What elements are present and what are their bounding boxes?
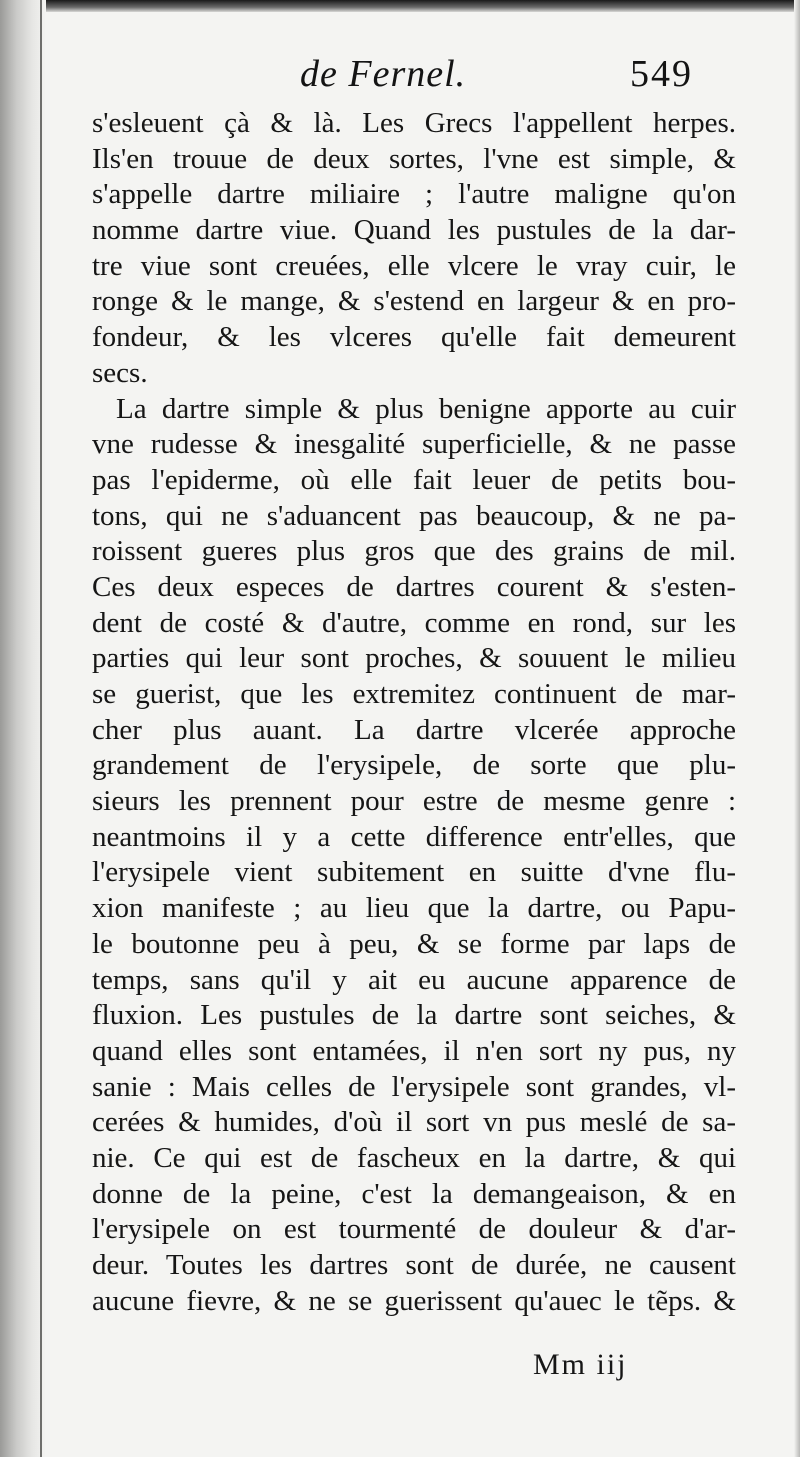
paragraph-1 <box>92 106 736 392</box>
text-line: sieurs les prennent pour estre de mesme genre : <box>92 785 736 818</box>
text-line: parties qui leur sont proches, & souuent le milieu <box>92 642 736 675</box>
text-line: roissent gueres plus gros que des grains de mil. <box>92 535 736 568</box>
text-line: grandement de l'erysipele, de sorte que plu- <box>92 749 736 782</box>
text-line: tons, qui ne s'aduancent pas beaucoup, & ne pa- <box>92 499 736 532</box>
text-line: secs. <box>92 356 148 389</box>
text-line: xion manifeste ; au lieu que la dartre, ou Papu- <box>92 892 736 925</box>
page-number: 549 <box>630 53 693 95</box>
text-line: l'erysipele vient subitement en suitte d'vne flu- <box>92 856 736 889</box>
text-line: quand elles sont entamées, il n'en sort ny pus, ny <box>92 1034 736 1067</box>
page-right-edge <box>794 0 800 1457</box>
paragraph-2 <box>92 392 736 1320</box>
text-line: ronge & le mange, & s'estend en largeur & en pro- <box>92 285 736 318</box>
body-text <box>92 106 736 1319</box>
text-line: aucune fievre, & ne se guerissent qu'auec le tẽps. & <box>92 1284 736 1317</box>
text-line: Ils'en trouue de deux sortes, l'vne est simple, & <box>92 142 736 175</box>
text-line: le boutonne peu à peu, & se forme par laps de <box>92 927 736 960</box>
text-line: neantmoins il y a cette difference entr'elles, que <box>92 820 736 853</box>
signature-mark: Mm iij <box>533 1348 628 1381</box>
text-line: pas l'epiderme, où elle fait leuer de petits bou- <box>92 463 736 496</box>
text-line: vne rudesse & inesgalité superficielle, & ne passe <box>92 428 736 461</box>
text-line: nomme dartre viue. Quand les pustules de la dar- <box>92 214 736 247</box>
text-line: l'erysipele on est tourmenté de douleur & d'ar- <box>92 1213 736 1246</box>
running-title: de Fernel. <box>300 53 467 95</box>
text-line: s'appelle dartre miliaire ; l'autre maligne qu'on <box>92 178 736 211</box>
text-line: sanie : Mais celles de l'erysipele sont grandes, vl- <box>92 1070 736 1103</box>
text-line: se guerist, que les extremitez continuent de mar- <box>92 678 736 710</box>
text-line: donne de la peine, c'est la demangeaison, & en <box>92 1177 736 1210</box>
text-line: fondeur, & les vlceres qu'elle fait demeurent <box>92 321 736 354</box>
text-line: nie. Ce qui est de fascheux en la dartre, & qui <box>92 1141 736 1174</box>
text-line: dent de costé & d'autre, comme en rond, sur les <box>92 606 736 639</box>
text-line: tre viue sont creuées, elle vlcere le vray cuir, le <box>92 249 736 282</box>
text-line: deur. Toutes les dartres sont de durée, ne causent <box>92 1249 736 1281</box>
text-line: cher plus auant. La dartre vlcerée approche <box>92 713 736 746</box>
text-line: La dartre simple & plus benigne apporte au cuir <box>116 392 736 425</box>
text-line: fluxion. Les pustules de la dartre sont seiches, & <box>92 999 736 1032</box>
gutter-line <box>40 0 42 1457</box>
text-line: s'esleuent çà & là. Les Grecs l'appellent herpes. <box>92 107 736 139</box>
page-top-edge <box>0 0 800 12</box>
text-line: Ces deux especes de dartres courent & s'esten- <box>92 570 736 603</box>
text-line: cerées & humides, d'où il sort vn pus meslé de sa- <box>92 1106 736 1139</box>
text-line: temps, sans qu'il y ait eu aucune apparence de <box>92 963 736 996</box>
